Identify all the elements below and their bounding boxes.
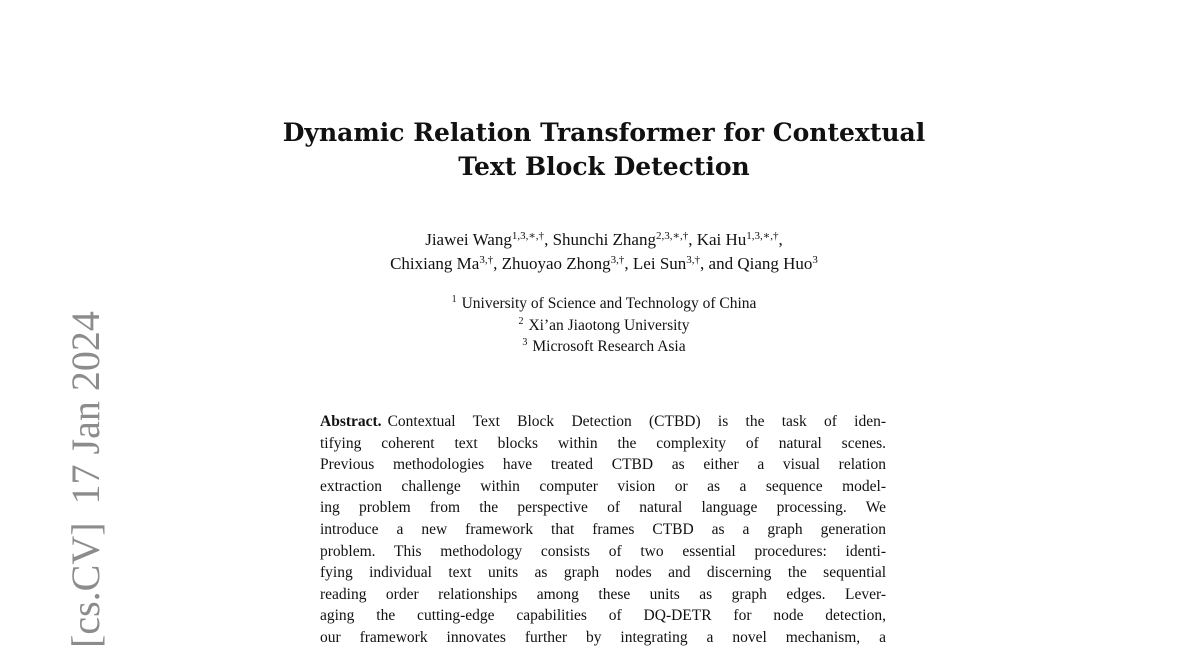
author-name: Lei Sun (632, 254, 687, 273)
abstract-line: tifying coherent text blocks within the complexity of natural scenes. (320, 434, 886, 452)
affiliation-name: Xi’an Jiaotong University (528, 316, 690, 334)
affiliation-list (240, 293, 968, 358)
author-line-1 (240, 228, 968, 252)
author-separator: , and (700, 254, 738, 273)
author-marks: 2,3,∗,† (655, 229, 689, 242)
affiliation-name: Microsoft Research Asia (532, 338, 686, 355)
arxiv-stamp (63, 311, 108, 648)
affiliation-number: 3 (522, 337, 528, 348)
affiliation-number: 2 (518, 315, 524, 327)
author-marks: 3 (812, 253, 818, 266)
abstract-line: our framework innovates further by integrating a novel mechanism, a (320, 628, 886, 646)
author-marks: 3,† (479, 253, 494, 266)
abstract-line: fying individual text units as graph nodes and discerning the sequential (320, 564, 886, 582)
arxiv-category: [cs.CV] (63, 522, 108, 648)
abstract-line-text: Contextual Text Block Detection (CTBD) is the task of iden- (387, 413, 886, 430)
title-line-2: Text Block Detection (458, 152, 750, 181)
abstract-line: aging the cutting-edge capabilities of DQ-DETR for node detection, (320, 607, 886, 625)
author-marks: 3,† (610, 253, 625, 266)
author-list (240, 228, 968, 276)
author-line-2 (240, 252, 968, 276)
author-separator: , (624, 254, 633, 273)
abstract-line: introduce a new framework that frames CTBD as a graph generation (320, 520, 886, 538)
affiliation-item (240, 336, 968, 358)
author-marks: 1,3,∗,† (511, 229, 545, 242)
arxiv-date: 17 Jan 2024 (63, 311, 108, 505)
abstract (320, 411, 886, 649)
author-name: Qiang Huo (737, 254, 813, 273)
author-name: Shunchi Zhang (552, 230, 656, 249)
abstract-line: reading order relationships among these units as graph edges. Lever- (320, 585, 886, 603)
author-name: Kai Hu (696, 230, 747, 249)
paper-title (240, 116, 968, 184)
author-separator: , (544, 230, 553, 249)
author-name: Jiawei Wang (425, 230, 512, 249)
abstract-label: Abstract. (320, 413, 382, 430)
affiliation-number: 1 (451, 294, 457, 305)
abstract-line (320, 411, 886, 433)
abstract-line: problem. This methodology consists of two essential procedures: identi- (320, 542, 886, 560)
affiliation-name: University of Science and Technology of China (461, 295, 757, 312)
author-separator: , (688, 230, 697, 249)
author-marks: 3,† (686, 253, 701, 266)
abstract-line: extraction challenge within computer vision or as a sequence model- (320, 477, 886, 495)
author-marks: 1,3,∗,† (746, 229, 779, 242)
affiliation-item (240, 293, 968, 315)
affiliation-item (240, 315, 968, 337)
abstract-line: ing problem from the perspective of natural language processing. We (320, 499, 886, 517)
abstract-line: Previous methodologies have treated CTBD as either a visual relation (320, 456, 886, 474)
title-line-1: Dynamic Relation Transformer for Contextual (282, 118, 926, 147)
author-name: Chixiang Ma (390, 254, 480, 273)
author-separator: , (493, 254, 502, 273)
author-separator: , (778, 230, 783, 249)
author-name: Zhuoyao Zhong (501, 254, 611, 273)
